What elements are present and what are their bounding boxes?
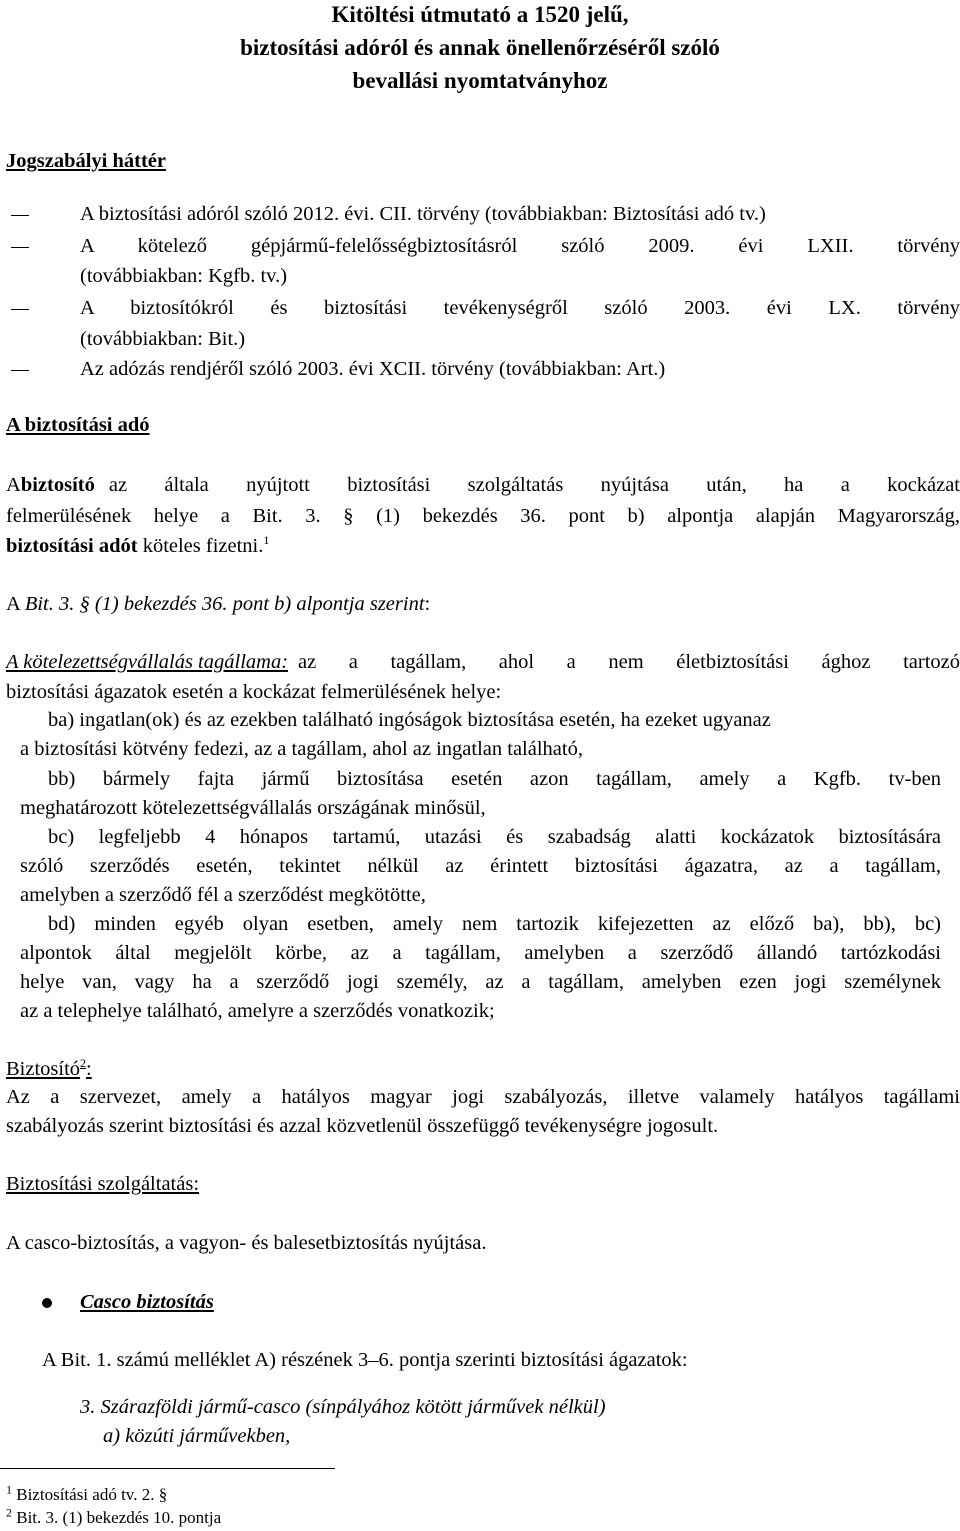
- reference-line: A Bit. 3. § (1) bekezdés 36. pont b) alpontja szerint:: [6, 593, 431, 615]
- service-text: A casco-biztosítás, a vagyon- és balesetbiztosítás nyújtása.: [6, 1232, 487, 1254]
- subpoint-bb-continuation: meghatározott kötelezettségvállalás országának minősül,: [20, 797, 486, 819]
- list-item-continuation: (továbbiakban: Kgfb. tv.): [80, 265, 288, 287]
- commitment-definition-line-2: biztosítási ágazatok esetén a kockázat felmerülésének helye:: [6, 681, 502, 703]
- commitment-definition-line-1: A kötelezettségvállalás tagállama: az a tagállam, ahol a nem életbiztosítási ághoz tartozó: [6, 648, 960, 677]
- document-title-line-1: Kitöltési útmutató a 1520 jelű,: [331, 2, 629, 27]
- casco-item-3a: a) közúti járművekben,: [103, 1425, 291, 1447]
- document-title-line-3: bevallási nyomtatványhoz: [352, 68, 608, 93]
- subpoint-bd-continuation: az a telephelye található, amelyre a szerződés vonatkozik;: [20, 1000, 495, 1022]
- footnote-ref[interactable]: 2: [80, 1056, 87, 1071]
- dash-bullet: [11, 247, 29, 248]
- insurer-definition-line-1: Az a szervezet, amely a hatályos magyar jogi szabályozás, illetve valamely hatályos tagállami: [6, 1086, 960, 1108]
- subpoint-bb: bb) bármely fajta jármű biztosítása esetén azon tagállam, amely a Kgfb. tv-ben: [48, 768, 941, 790]
- commitment-term: A kötelezettségvállalás tagállama:: [6, 651, 289, 673]
- dash-bullet: [11, 370, 29, 371]
- insurer-definition-line-2: szabályozás szerint biztosítási és azzal közvetlenül összefüggő tevékenységre jogosult.: [6, 1115, 719, 1137]
- list-item-continuation: (továbbiakban: Bit.): [80, 328, 246, 350]
- service-heading: Biztosítási szolgáltatás:: [6, 1173, 200, 1195]
- subpoint-bd-continuation: alpontok által megjelölt körbe, az a tagállam, amelyben a szerződő állandó tartózkodási: [20, 942, 941, 964]
- footnote-separator: [0, 1468, 335, 1469]
- casco-item-3: 3. Szárazföldi jármű-casco (sínpályához kötött járművek nélkül): [80, 1396, 606, 1418]
- subpoint-bc-continuation: amelyben a szerződő fél a szerződést megkötötte,: [20, 884, 426, 906]
- subpoint-bc-continuation: szóló szerződés esetén, tekintet nélkül az érintett biztosítási ágazatra, az a tagállam,: [20, 855, 941, 877]
- footnote-1: $^1$ Biztosítási adó tv. 2. §: [6, 1482, 168, 1504]
- legal-background-heading: Jogszabályi háttér: [6, 150, 166, 172]
- bullet-icon: [42, 1298, 52, 1308]
- subpoint-ba: ba) ingatlan(ok) és az ezekben található ingóságok biztosítása esetén, ha ezeket ugyanaz: [48, 709, 771, 731]
- insurance-tax-paragraph-line-1: A biztosító az általa nyújtott biztosítási szolgáltatás nyújtása után, ha a kockázat: [6, 474, 960, 496]
- footnote-2: $^2$ Bit. 3. (1) bekezdés 10. pontja: [6, 1505, 222, 1527]
- list-item: A kötelező gépjármű-felelősségbiztosításról szóló 2009. évi LXII. törvény: [80, 235, 960, 257]
- list-item: Az adózás rendjéről szóló 2003. évi XCII. törvény (továbbiakban: Art.): [80, 358, 666, 380]
- list-item: A biztosítási adóról szóló 2012. évi. CII. törvény (továbbiakban: Biztosítási adó tv.): [80, 203, 766, 225]
- insurance-tax-paragraph-line-3: biztosítási adót köteles fizetni.$^1$: [6, 533, 270, 557]
- subpoint-bd-continuation: helye van, vagy ha a szerződő jogi személy, az a tagállam, amelyben ezen jogi személynek: [20, 971, 941, 993]
- insurance-tax-heading: A biztosítási adó: [6, 414, 150, 436]
- subpoint-bc: bc) legfeljebb 4 hónapos tartamú, utazási és szabadság alatti kockázatok biztosítására: [48, 826, 941, 848]
- document-title-line-2: biztosítási adóról és annak önellenőrzéséről szóló: [240, 35, 720, 60]
- dash-bullet: [11, 309, 29, 310]
- insurer-heading: Biztosító$^2$:: [6, 1056, 92, 1080]
- subpoint-bd: bd) minden egyéb olyan esetben, amely nem tartozik kifejezetten az előző ba), bb), bc): [48, 913, 941, 935]
- dash-bullet: [11, 215, 29, 216]
- casco-text: A Bit. 1. számú melléklet A) részének 3–6. pontja szerinti biztosítási ágazatok:: [42, 1349, 688, 1371]
- footnote-ref[interactable]: 1: [263, 533, 270, 548]
- casco-heading: Casco biztosítás: [80, 1291, 214, 1313]
- insurance-tax-paragraph-line-2: felmerülésének helye a Bit. 3. § (1) bekezdés 36. pont b) alpontja alapján Magyarország,: [6, 505, 960, 527]
- subpoint-ba-continuation: a biztosítási kötvény fedezi, az a tagállam, ahol az ingatlan található,: [20, 738, 583, 760]
- list-item: A biztosítókról és biztosítási tevékenységről szóló 2003. évi LX. törvény: [80, 297, 960, 319]
